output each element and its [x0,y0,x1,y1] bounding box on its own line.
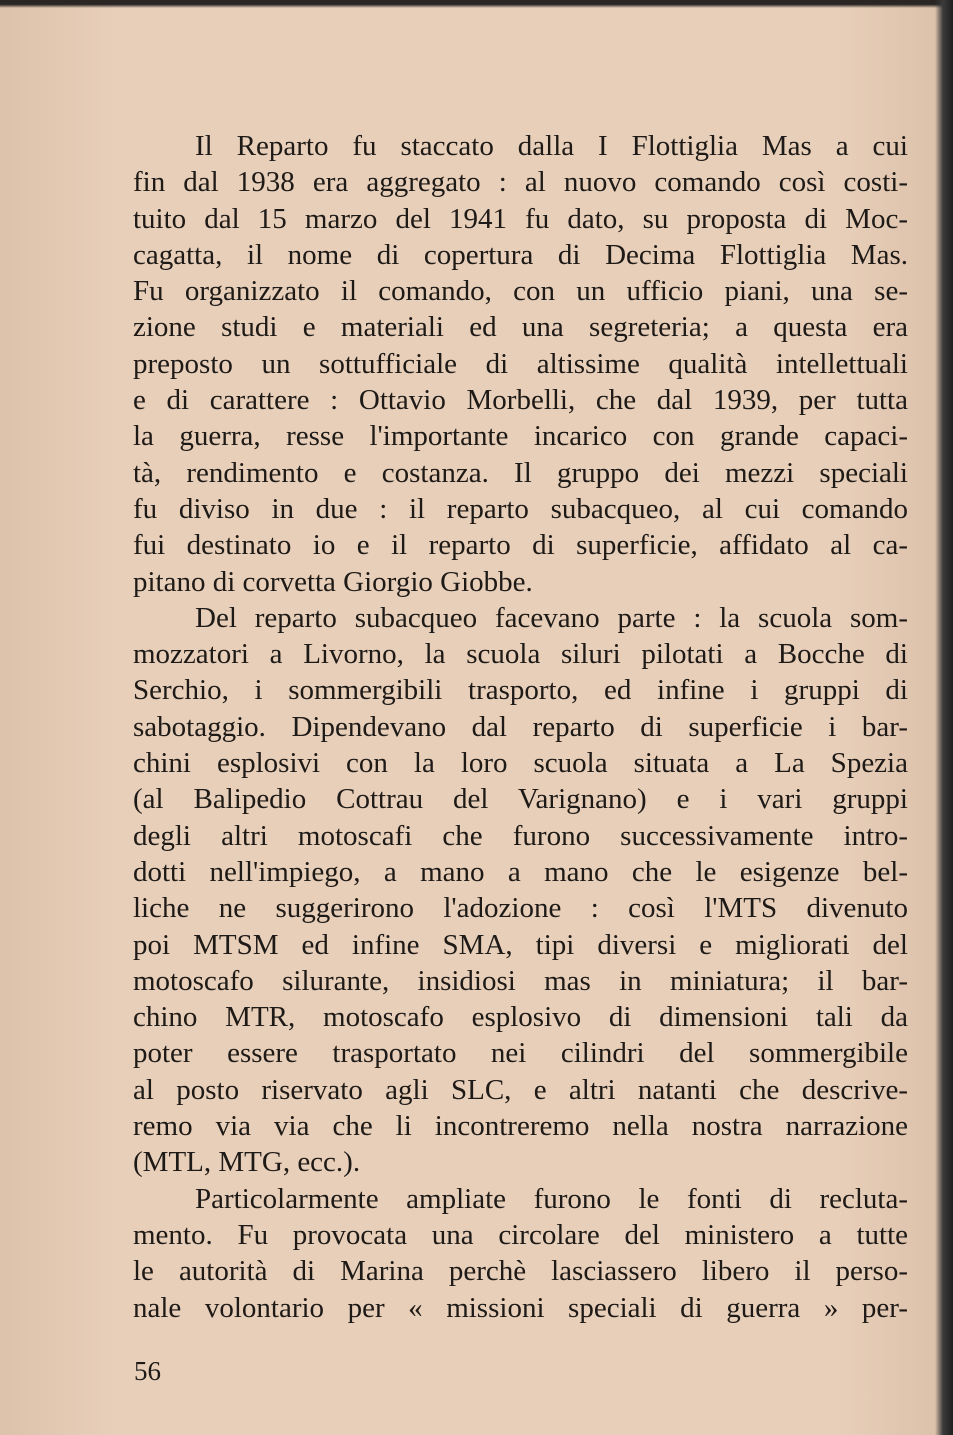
text-line: (MTL, MTG, ecc.). [133,1146,361,1179]
text-line: dotti nell'impiego, a mano a mano che le esigenze bel- [133,855,908,888]
text-line: (al Balipedio Cottrau del Varignano) e i vari gruppi [133,783,908,816]
text-line: Il Reparto fu staccato dalla I Flottiglia Mas a cui [195,130,908,162]
text-line: tà, rendimento e costanza. Il gruppo dei mezzi speciali [133,456,908,489]
text-line: fui destinato io e il reparto di superficie, affidato al ca- [133,529,908,562]
text-line: chino MTR, motoscafo esplosivo di dimensioni tali da [133,1001,908,1034]
text-line: e di carattere : Ottavio Morbelli, che dal 1939, per tutta [133,384,908,417]
text-line: Fu organizzato il comando, con un ufficio piani, una se- [133,275,908,308]
text-line: la guerra, resse l'importante incarico con grande capaci- [133,420,908,453]
text-line: poter essere trasportato nei cilindri del sommergibile [133,1037,908,1070]
scan-right-edge [935,0,953,1435]
text-line: sabotaggio. Dipendevano dal reparto di superficie i bar- [133,710,908,743]
text-line: al posto riservato agli SLC, e altri natanti che descrive- [133,1073,908,1106]
text-line: nale volontario per « missioni speciali di guerra » per- [133,1291,908,1324]
text-line: chini esplosivi con la loro scuola situata a La Spezia [133,747,908,780]
body-text [133,128,908,1326]
text-line: zione studi e materiali ed una segreteria; a questa era [133,311,908,344]
text-line: remo via via che li incontreremo nella nostra narrazione [133,1110,908,1143]
text-line: Del reparto subacqueo facevano parte : la scuola som- [195,601,908,634]
text-line: Particolarmente ampliate furono le fonti di recluta- [195,1182,908,1215]
text-line: preposto un sottufficiale di altissime qualità intellettuali [133,347,908,380]
text-line: poi MTSM ed infine SMA, tipi diversi e migliorati del [133,928,908,961]
text-line: tuito dal 15 marzo del 1941 fu dato, su proposta di Moc- [133,202,908,235]
text-line: le autorità di Marina perchè lasciassero libero il perso- [133,1255,908,1288]
text-line: liche ne suggerirono l'adozione : così l'MTS divenuto [133,892,908,925]
text-line: mozzatori a Livorno, la scuola siluri pilotati a Bocche di [133,638,908,671]
text-line: mento. Fu provocata una circolare del ministero a tutte [133,1218,908,1251]
text-line: motoscafo silurante, insidiosi mas in miniatura; il bar- [133,964,908,997]
scan-top-edge [0,0,953,8]
text-line: fin dal 1938 era aggregato : al nuovo comando così costi- [133,166,908,199]
text-line: degli altri motoscafi che furono successivamente intro- [133,819,908,852]
text-line: Serchio, i sommergibili trasporto, ed infine i gruppi di [133,674,908,707]
text-line: fu diviso in due : il reparto subacqueo, al cui comando [133,492,908,525]
text-line: cagatta, il nome di copertura di Decima Flottiglia Mas. [133,238,908,271]
page-number: 56 [134,1356,161,1386]
text-line: pitano di corvetta Giorgio Giobbe. [133,565,533,598]
